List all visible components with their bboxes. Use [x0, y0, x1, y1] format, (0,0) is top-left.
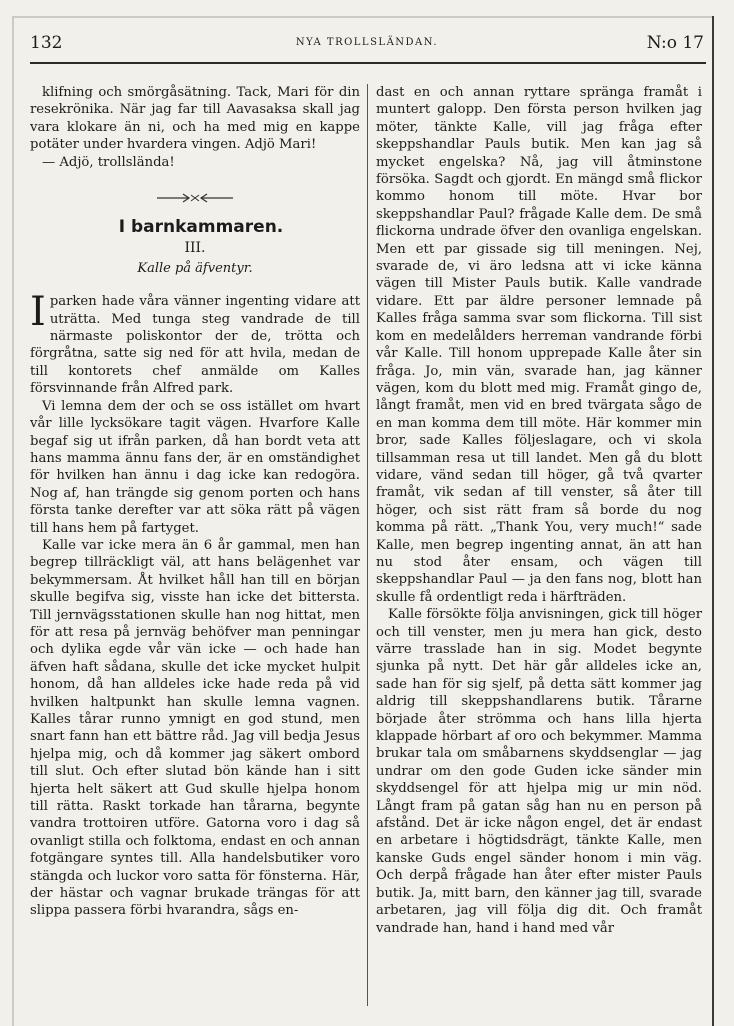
page-number: 132: [30, 33, 63, 53]
page-border-top: [12, 16, 714, 18]
page-border-right: [712, 16, 714, 1026]
story-subtitle: Kalle på äfventyr.: [137, 260, 253, 276]
story-paragraph: Kalle var icke mera än 6 år gammal, men han begrep tillräckligt väl, att hans belägenhet var bekymmersam. Åt hvilket håll han till en början skulle begifva sig, visste han icke det bittersta. Till jernvägsstationen skulle han nog hittat, men för att resa på jernväg behöfver man penningar och dylika egde vår vän icke — och hade han äfven haft sådana, skulle det icke mycket hulpit honom, då han alldeles icke hade reda på vid hvilken haltpunkt han skulle lemna vagnen. Kalles tårar runno ymnigt en god stund, men snart fann han ett bättre råd. Jag vill bedja Jesus hjelpa mig, och då kommer jag säkert ombord till slut. Och efter slutad bön kände han i sitt hjerta helt säkert att Gud skulle hjelpa honom till rätta. Raskt torkade han tårarna, begynte vandra trottoiren utföre. Gatorna voro i dag så ovanligt stilla och folktoma, endast en och annan fotgängare syntes till. Alla handelsbutiker voro stängda och luckor voro satta för fönsterna. Här, der hästar och vagnar brukade trängas för att slippa passera förbi hvarandra, sågs en-: [30, 537, 360, 919]
page-header: [30, 33, 704, 57]
column-divider: [367, 84, 368, 1006]
section-title: I barnkammaren.: [118, 217, 284, 238]
chapter-number: III.: [184, 240, 206, 257]
left-column: [30, 84, 360, 920]
story-paragraph: dast en och annan ryttare spränga framåt i muntert galopp. Den första person hvilken jag möter, tänkte Kalle, vill jag fråga efter skeppshandlar Pauls butik. Men kan jag så mycket engelska? Nå, jag vill åtminstone försöka. Sagdt och gjordt. En mängd små flickor kommo honom till möte. Hvar bor skeppshandlar Paul? frågade Kalle dem. De små flickorna undrade öfver den ovanliga engelskan. Men ett par gissade sig till meningen. Nej, svarade de, vi äro ledsna att vi icke känna vägen till Mister Pauls butik. Kalle vandrade vidare. Ett par äldre personer lemnade på Kalles fråga samma svar som flickorna. Till sist kom en medelålders herreman vandrande förbi vår Kalle. Till honom upprepade Kalle åter sin fråga. Jo, min vän, svarade han, jag känner vägen, kom du blott med mig. Framåt gingo de, långt framåt, men vid en bred tvärgata sågo de en man komma dem till möte. Här kommer min bror, sade Kalles följeslagare, och vi skola tillsamman resa ut till landet. Men gå du blott vidare, vänd sedan till höger, gå två qvarter framåt, vik sedan af till venster, så åter till höger, och sist rätt fram så borde du nog komma på rätt. „Thank You, very much!“ sade Kalle, men begrep ingenting annat, än att han nu stod åter ensam, och vägen till skeppshandlar Paul — ja den fans nog, blott han skulle få ordentligt reda i härfträden.: [376, 85, 702, 605]
running-title: NYA TROLLSLÄNDAN.: [295, 37, 439, 48]
header-rule: [30, 62, 706, 64]
story-paragraph: [30, 289, 360, 397]
page-border-left: [12, 16, 14, 1026]
story-paragraph: Kalle försökte följa anvisningen, gick till höger och till venster, men ju mera han gick, desto värre trasslade han in sig. Modet begynte sjunka på nytt. Det här går alldeles icke an, sade han för sig sjelf, på detta sätt kommer jag aldrig till skeppshandlarens butik. Tårarne började åter strömma och hans lilla hjerta klappade hörbart af oro och bekymmer. Mamma brukar tala om småbarnens skyddsenglar — jag undrar om den gode Guden icke sänder min skyddsengel för att hjelpa mig ur min nöd. Långt fram på gatan såg han nu en person på afstånd. Det är icke någon engel, det är endast en arbetare i högtidsdrägt, tänkte Kalle, men kanske Guds engel sänder honom i min väg. Och derpå frågade han åter efter mister Pauls butik. Ja, mitt barn, den känner jag till, svarade arbetaren, jag vill följa dig dit. Och framåt vandrade han, hand i hand med vår: [376, 607, 702, 936]
intro-paragraph: klifning och smörgåsätning. Tack, Mari för din resekrönika. När jag far till Aavasaksa skall jag vara klokare än ni, och ha med mig en kappe potäter under hvardera vingen. Adjö Mari!: [30, 85, 360, 153]
dropcap-letter: I: [30, 289, 46, 336]
story-paragraph: Vi lemna dem der och se oss istället om hvart vår lille lycksökare tagit vägen. Hvarfore Kalle begaf sig ut ifrån parken, då han bordt veta att hans mamma ännu fans der, är en omständighet för hvilken han ännu i dag icke kan redogöra. Nog af, han trängde sig genom porten och hans första tanke derefter var att söka rätt på vägen till hans hem på fartyget.: [30, 398, 360, 536]
closing-line: — Adjö, trollslända!: [42, 154, 175, 170]
story-paragraph-text: parken hade våra vänner ingenting vidare att uträtta. Med tunga steg vandrade de till närmaste poliskontor der de, trötta och förgråtna, satte sig ned för att hvila, medan de till kontorets chef anmälde om Kalles försvinnande från Alfred park.: [30, 294, 360, 397]
issue-number: N:o 17: [646, 33, 704, 53]
ornament-divider-icon: [30, 193, 360, 203]
right-column: [376, 84, 702, 937]
